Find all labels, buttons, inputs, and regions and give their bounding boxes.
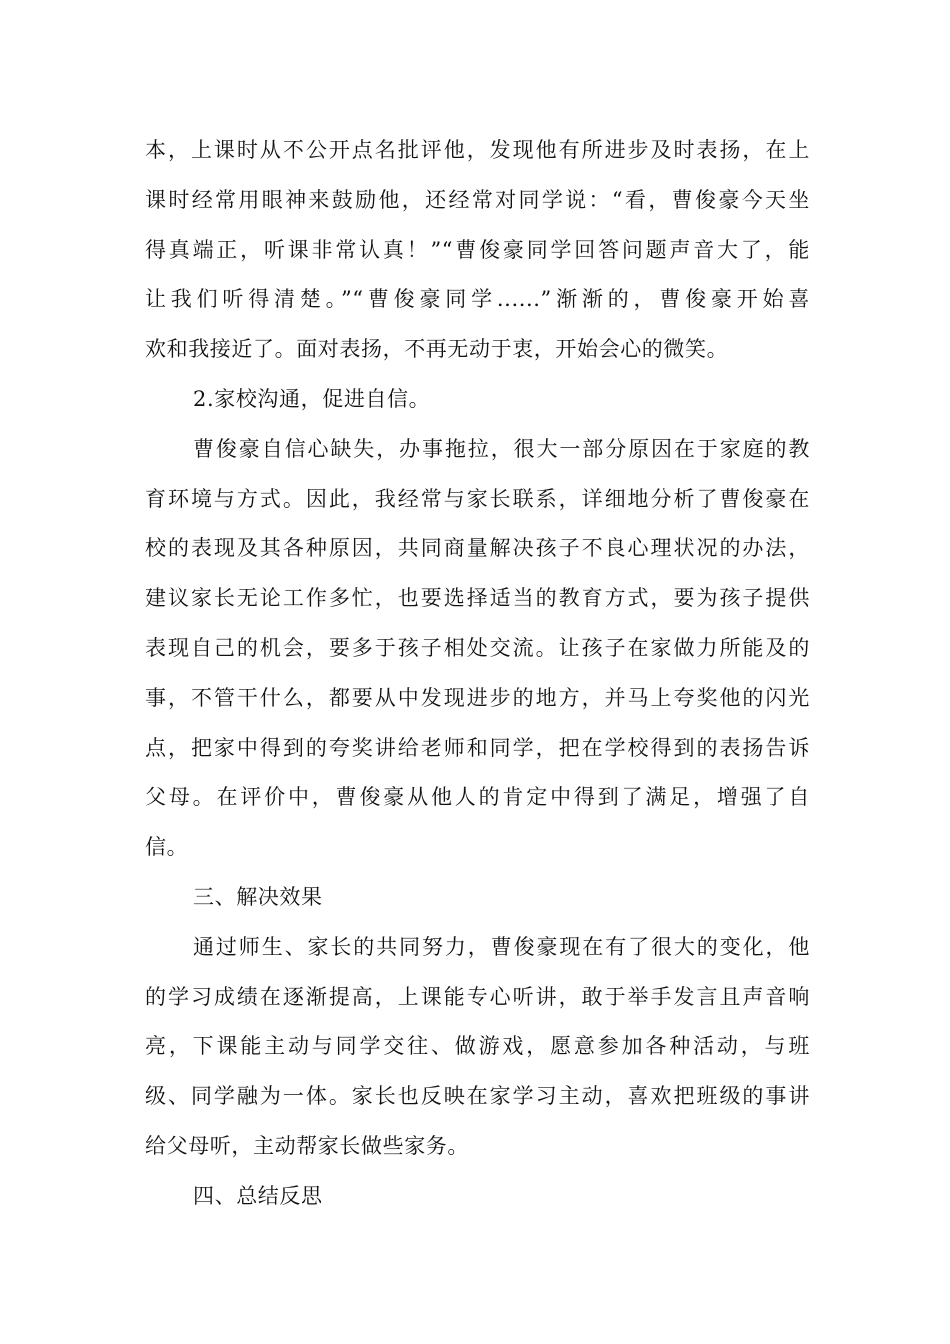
paragraph-start-line: 通过师生、家长的共同努力，曹俊豪现在有了很大的变化，他 [193,934,810,959]
text-line: 表现自己的机会，要多于孩子相处交流。让孩子在家做力所能及的 [145,635,810,660]
text-line: 育环境与方式。因此，我经常与家长联系，详细地分析了曹俊豪在 [145,486,810,511]
paragraph-start-line: 三、解决效果 [193,884,323,909]
text-line: 事，不管干什么，都要从中发现进步的地方，并马上夸奖他的闪光 [145,685,810,710]
document-body [145,126,810,1222]
text-line: 本，上课时从不公开点名批评他，发现他有所进步及时表扬，在上 [145,138,810,162]
text-line: 的学习成绩在逐渐提高，上课能专心听讲，敢于举手发言且声音响 [145,984,810,1009]
text-line: 课时经常用眼神来鼓励他，还经常对同学说：“看，曹俊豪今天坐 [145,187,810,212]
paragraph-start-line: 2.家校沟通，促进自信。 [193,386,431,411]
text-line: 级、同学融为一体。家长也反映在家学习主动，喜欢把班级的事讲 [145,1084,810,1109]
text-line: 信。 [145,835,189,860]
paragraph-start-line: 四、总结反思 [193,1183,323,1208]
paragraph-start-line: 曹俊豪自信心缺失，办事拖拉，很大一部分原因在于家庭的教 [193,436,810,461]
text-line: 亮，下课能主动与同学交往、做游戏，愿意参加各种活动，与班 [145,1034,810,1059]
text-line: 给父母听，主动帮家长做些家务。 [145,1133,469,1158]
text-line: 让我们听得清楚。”“曹俊豪同学......”渐渐的，曹俊豪开始喜 [145,287,810,312]
text-line: 欢和我接近了。面对表扬，不再无动于衷，开始会心的微笑。 [145,337,729,362]
text-line: 校的表现及其各种原因，共同商量解决孩子不良心理状况的办法， [145,536,810,561]
text-line: 建议家长无论工作多忙，也要选择适当的教育方式，要为孩子提供 [145,586,810,611]
text-line: 点，把家中得到的夸奖讲给老师和同学，把在学校得到的表扬告诉 [145,735,810,760]
text-line: 得真端正，听课非常认真！”“曹俊豪同学回答问题声音大了，能 [145,237,810,262]
text-line: 父母。在评价中，曹俊豪从他人的肯定中得到了满足，增强了自 [145,785,810,810]
